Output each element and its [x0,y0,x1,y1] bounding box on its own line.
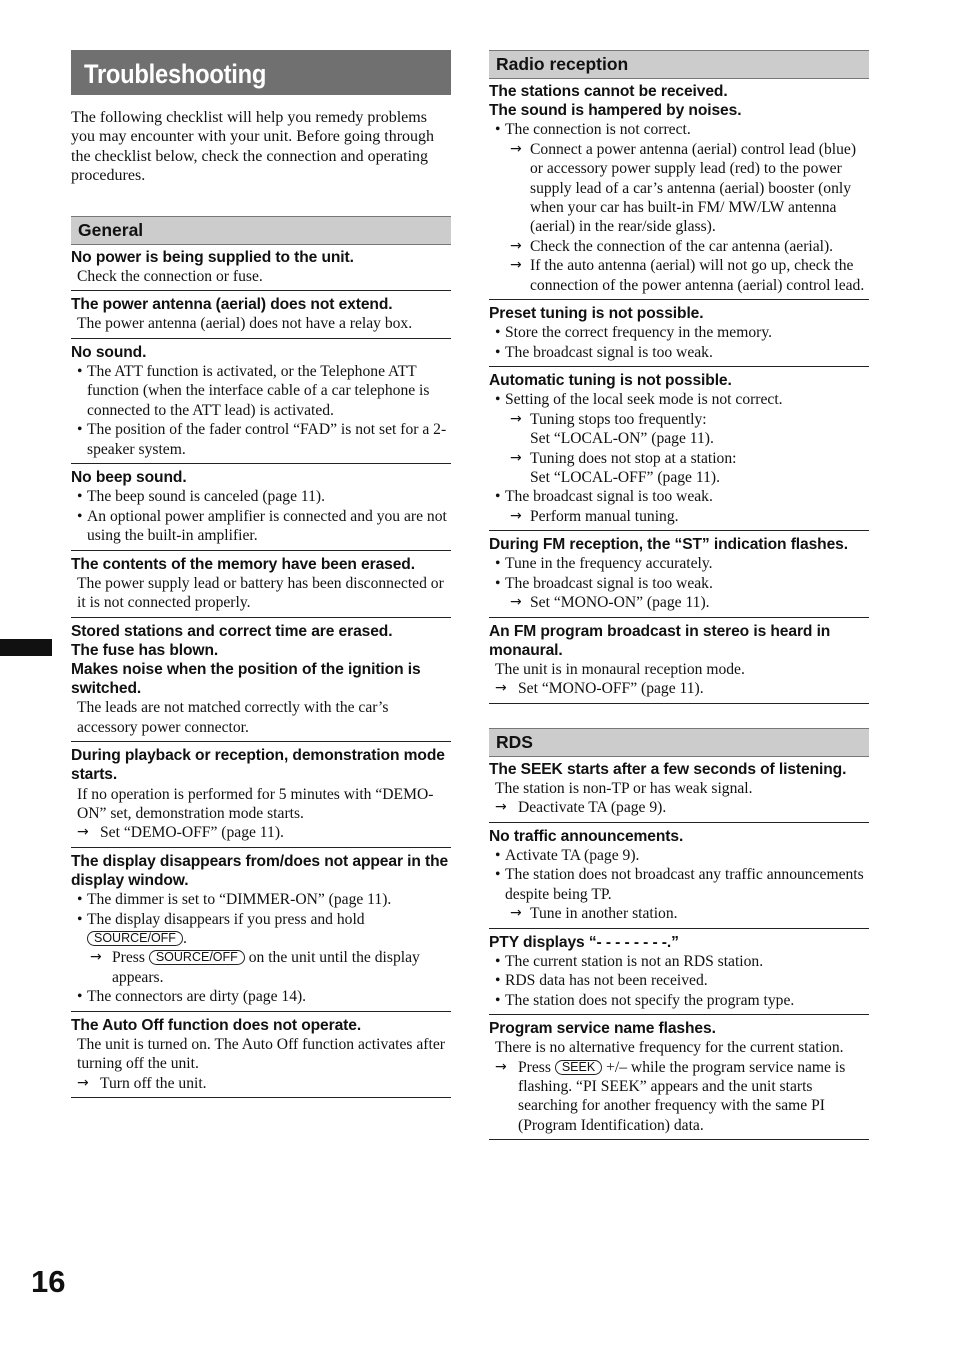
action-text: Set “MONO-ON” (page 11). [530,594,710,612]
action [489,507,869,526]
action [489,679,869,698]
intro-paragraph: The following checklist will help you remedy problems you may encounter with your unit. Before going through the checklist below, check the connection and operating procedures. [71,109,435,185]
source-off-key: SOURCE/OFF [149,950,245,965]
bullet: • The broadcast signal is too weak. [489,574,869,593]
bullet: • The station does not broadcast any traffic announcements despite being TP. [489,865,869,904]
action-text: If the auto antenna (aerial) will not go up, check the connection of the power antenna (aerial) control lead. [530,257,865,294]
entry-memory-erased [71,554,451,618]
bullet: • The connectors are dirty (page 14). [71,987,451,1006]
bullet: • Store the correct frequency in the memory. [489,323,869,342]
entry-stations-not-received [489,81,869,300]
arrow-right-icon: → [510,905,522,922]
answer-text: The unit is turned on. The Auto Off function activates after turning off the unit. [77,1035,445,1073]
question: Makes noise when the position of the ignition is switched. [71,660,421,698]
question: No sound. [71,343,147,361]
question: The Auto Off function does not operate. [71,1016,362,1034]
question: During playback or reception, demonstration mode starts. [71,747,445,784]
question: No traffic announcements. [489,827,684,845]
question: Preset tuning is not possible. [489,305,704,323]
source-off-key: SOURCE/OFF [87,931,183,946]
question: Program service name flashes. [489,1020,716,1038]
question: The stations cannot be received. [489,83,728,100]
bullet: • RDS data has not been received. [489,971,869,990]
entry-st-flashes [489,534,869,617]
general-heading: General [71,216,451,245]
entry-preset-tuning [489,303,869,367]
action-text: Connect a power antenna (aerial) control lead (blue) or accessory power supply lead (red) to the power supply lead of a car’s antenna (aerial) booster (only when your car has built-in FM/ MW/LW antenna (aerial) in the rear/side glass). [530,140,857,236]
action-text: Tuning stops too frequently: [530,410,707,428]
question: During FM reception, the “ST” indication flashes. [489,536,848,554]
arrow-right-icon: → [510,410,522,427]
bullet: • The display disappears if you press and hold SOURCE/OFF . [71,910,451,949]
bullet: • The connection is not correct. [489,120,869,139]
arrow-right-icon: → [495,799,507,816]
action-text: Turn off the unit. [100,1074,207,1092]
section-tab-marker [0,639,52,656]
bullet: • Setting of the local seek mode is not correct. [489,390,869,409]
entry-demo-mode [71,745,451,848]
left-column [71,50,451,1101]
bullet-text: The display disappears if you press and hold [87,910,365,928]
bullet: • The position of the fader control “FAD” is not set for a 2-speaker system. [71,420,451,459]
bullet: • The current station is not an RDS station. [489,952,869,971]
page-number: 16 [31,1264,66,1299]
question: The contents of the memory have been erased. [71,555,415,573]
answer-text: The station is non-TP or has weak signal. [495,779,753,797]
action-text: Tune in another station. [530,905,678,923]
entry-pty-displays [489,932,869,1015]
rds-heading: RDS [489,728,869,757]
question: Automatic tuning is not possible. [489,372,732,390]
question: The display disappears from/does not appear in the display window. [71,852,449,889]
arrow-right-icon: → [510,449,522,466]
entry-ps-name-flashes [489,1018,869,1140]
action-text: Tuning does not stop at a station: [530,449,737,467]
arrow-right-icon: → [90,949,102,966]
question: Stored stations and correct time are erased. [71,622,393,640]
bullet: • Activate TA (page 9). [489,846,869,865]
bullet: • The broadcast signal is too weak. [489,487,869,506]
entry-no-beep [71,467,451,550]
section-gap [489,707,869,728]
question: No beep sound. [71,469,187,487]
arrow-right-icon: → [495,1058,507,1075]
entry-no-power [71,247,451,292]
action [489,593,869,612]
entry-monaural [489,621,869,704]
action-text: Set “MONO-OFF” (page 11). [518,680,704,698]
action-continuation: Set “LOCAL-ON” (page 11). [530,430,714,448]
action-continuation: Set “LOCAL-OFF” (page 11). [530,468,720,486]
action [71,823,451,842]
entry-display-disappears [71,851,451,1012]
question: The sound is hampered by noises. [489,102,742,120]
entry-auto-off [71,1015,451,1098]
action-text: +/– while the program service name is flashing. “PI SEEK” appears and the unit starts searching for another frequency with the same PI (Program Identification) data. [518,1058,846,1134]
page-title-bar [71,50,451,95]
action-text: on the unit until the display appears. [112,949,420,986]
answer-text: The power supply lead or battery has been disconnected or it is not connected properly. [77,574,444,612]
arrow-right-icon: → [77,824,89,841]
action [71,948,451,987]
entry-no-traffic [489,826,869,929]
action-text: Press [518,1058,551,1076]
bullet: • The station does not specify the program type. [489,991,869,1010]
question: PTY displays “- - - - - - - -.” [489,933,679,951]
action [489,798,869,817]
action-text: Perform manual tuning. [530,507,679,525]
arrow-right-icon: → [510,237,522,254]
action [489,410,869,429]
entry-stations-erased [71,621,451,743]
action-text: Deactivate TA (page 9). [518,799,667,817]
arrow-right-icon: → [510,507,522,524]
bullet: • The ATT function is activated, or the Telephone ATT function (when the interface cable of a car telephone is connected to the ATT lead) is activated. [71,362,451,420]
answer-text: The leads are not matched correctly with the car’s accessory power connector. [77,699,389,736]
action-text: Set “DEMO-OFF” (page 11). [100,824,284,842]
arrow-right-icon: → [495,680,507,697]
bullet: • The beep sound is canceled (page 11). [71,487,451,506]
right-column [489,50,869,1143]
question: The SEEK starts after a few seconds of listening. [489,760,847,778]
action [489,140,869,237]
question: No power is being supplied to the unit. [71,248,354,266]
action-text: Press [112,949,145,967]
answer-text: The power antenna (aerial) does not have a relay box. [77,315,413,333]
action [71,1074,451,1093]
page-title: Troubleshooting [84,59,267,89]
action [489,449,869,468]
arrow-right-icon: → [510,257,522,274]
bullet: • The broadcast signal is too weak. [489,343,869,362]
arrow-right-icon: → [510,140,522,157]
answer-text: Check the connection or fuse. [77,267,263,285]
answer-text: There is no alternative frequency for the current station. [495,1039,844,1057]
bullet: • The dimmer is set to “DIMMER-ON” (page 11). [71,890,451,909]
seek-key: SEEK [555,1060,602,1075]
bullet: • Tune in the frequency accurately. [489,554,869,573]
arrow-right-icon: → [510,594,522,611]
action [489,904,869,923]
radio-reception-heading: Radio reception [489,50,869,79]
action-text: Check the connection of the car antenna (aerial). [530,237,834,255]
bullet: • An optional power amplifier is connected and you are not using the built-in amplifier. [71,507,451,546]
action [489,256,869,295]
entry-seek-starts [489,759,869,823]
question: The power antenna (aerial) does not extend. [71,296,393,314]
entry-no-sound [71,342,451,464]
action [489,237,869,256]
entry-antenna [71,294,451,339]
action [489,1058,869,1136]
entry-automatic-tuning [489,370,869,531]
question: An FM program broadcast in stereo is heard in monaural. [489,622,831,659]
answer-text: The unit is in monaural reception mode. [495,660,745,678]
question: The fuse has blown. [71,641,219,659]
answer-text: If no operation is performed for 5 minutes with “DEMO-ON” set, demonstration mode starts. [77,785,434,822]
arrow-right-icon: → [77,1074,89,1091]
